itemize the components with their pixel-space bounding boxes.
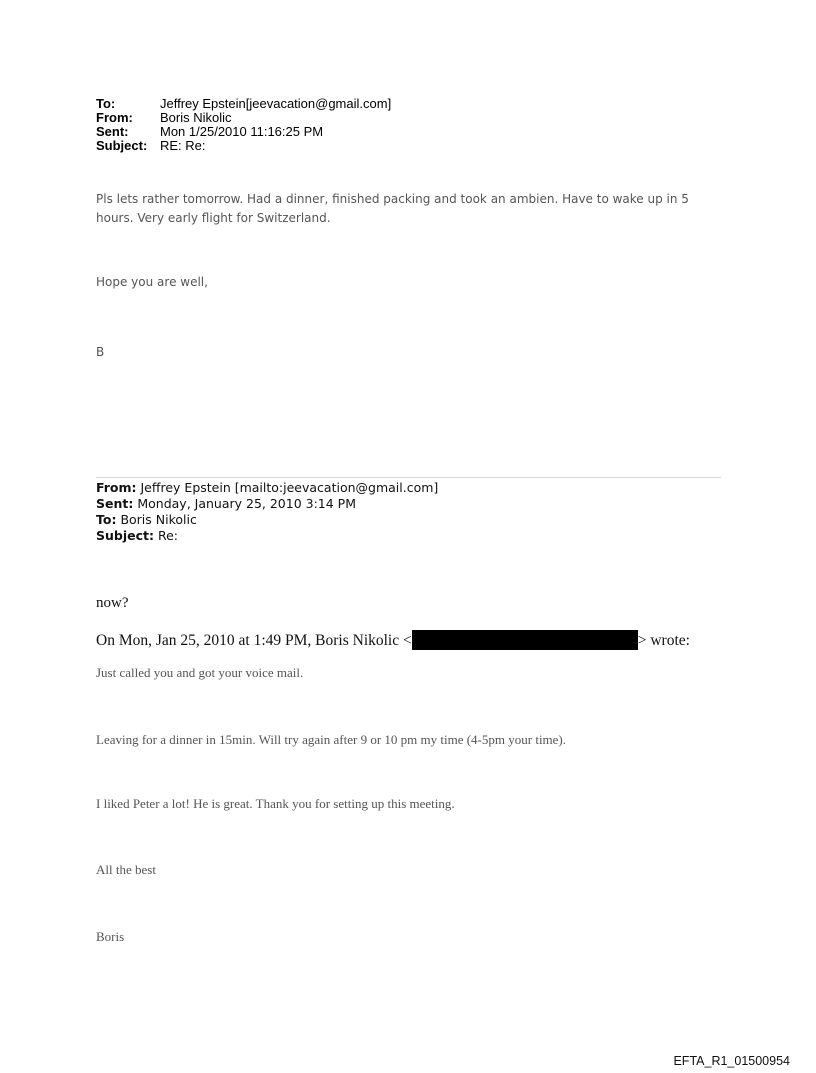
sent-value: Mon 1/25/2010 11:16:25 PM bbox=[160, 124, 324, 139]
reply-line-2: hours. Very early flight for Switzerland. bbox=[96, 211, 331, 225]
document-id: EFTA_R1_01500954 bbox=[673, 1054, 790, 1068]
reply-signature: B bbox=[96, 345, 105, 359]
subject-label: Subject: bbox=[96, 138, 148, 153]
quoted-line-3: I liked Peter a lot! He is great. Thank you for setting up this meeting. bbox=[96, 796, 455, 811]
fwd-sent-label: Sent: bbox=[96, 496, 134, 511]
fwd-from-value: Jeffrey Epstein [mailto:jeevacation@gmail.com] bbox=[140, 480, 439, 495]
message-body: now? bbox=[96, 595, 129, 611]
quoted-line-4: All the best bbox=[96, 862, 156, 877]
to-label: To: bbox=[96, 96, 116, 111]
to-value: Jeffrey Epstein[jeevacation@gmail.com] bbox=[160, 96, 392, 111]
fwd-from-label: From: bbox=[96, 480, 137, 495]
reply-closing: Hope you are well, bbox=[96, 275, 208, 289]
reply-line-1: Pls lets rather tomorrow. Had a dinner, finished packing and took an ambien. Have to wake up in 5 bbox=[96, 192, 689, 206]
fwd-sent-value: Monday, January 25, 2010 3:14 PM bbox=[137, 496, 357, 511]
quote-intro-before: On Mon, Jan 25, 2010 at 1:49 PM, Boris Nikolic < bbox=[96, 632, 412, 649]
quoted-line-1: Just called you and got your voice mail. bbox=[96, 665, 304, 680]
quote-intro bbox=[96, 630, 690, 650]
fwd-to-value: Boris Nikolic bbox=[120, 512, 197, 527]
fwd-subject-value: Re: bbox=[157, 528, 179, 543]
from-value: Boris Nikolic bbox=[160, 110, 232, 125]
forwarded-header bbox=[96, 480, 438, 544]
quote-intro-after: > wrote: bbox=[637, 632, 690, 649]
fwd-to-label: To: bbox=[96, 512, 117, 527]
subject-value: RE: Re: bbox=[160, 138, 206, 153]
quoted-line-2: Leaving for a dinner in 15min. Will try again after 9 or 10 pm my time (4-5pm your time). bbox=[96, 732, 567, 747]
reply-body bbox=[96, 190, 736, 228]
redaction-bar bbox=[412, 630, 638, 650]
divider bbox=[96, 477, 721, 478]
quoted-line-5: Boris bbox=[96, 929, 125, 944]
fwd-subject-label: Subject: bbox=[96, 528, 154, 543]
from-label: From: bbox=[96, 110, 133, 125]
sent-label: Sent: bbox=[96, 124, 129, 139]
